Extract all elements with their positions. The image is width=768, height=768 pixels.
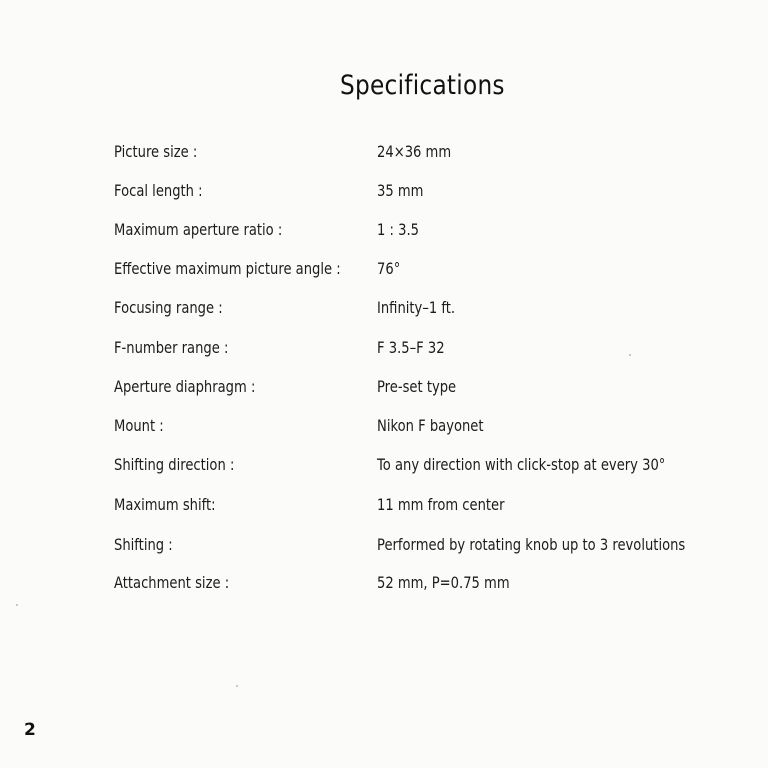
spec-value: Pre-set type: [377, 377, 457, 396]
spec-row-mount: [0, 416, 768, 440]
spec-label: Mount :: [114, 416, 164, 435]
spec-row-f-number-range: [0, 338, 768, 362]
spec-value: 76°: [377, 259, 401, 278]
spec-value: 52 mm, P=0.75 mm: [377, 573, 510, 592]
spec-label: Maximum shift:: [114, 495, 216, 514]
spec-value: To any direction with click-stop at every 30°: [377, 455, 666, 474]
spec-value: Performed by rotating knob up to 3 revolutions: [377, 535, 686, 554]
spec-label: Picture size :: [114, 142, 198, 161]
spec-row-focusing-range: [0, 298, 768, 322]
spec-value: Nikon F bayonet: [377, 416, 484, 435]
spec-label: Effective maximum picture angle :: [114, 259, 341, 278]
spec-row-attachment-size: [0, 573, 768, 597]
paper-speck: [629, 354, 631, 356]
spec-label: F-number range :: [114, 338, 229, 357]
spec-row-aperture-diaphragm: [0, 377, 768, 401]
page-title: Specifications: [340, 70, 505, 101]
spec-label: Shifting direction :: [114, 455, 235, 474]
spec-label: Focal length :: [114, 181, 203, 200]
page-number: 2: [24, 720, 36, 740]
spec-value: Infinity–1 ft.: [377, 298, 456, 317]
spec-label: Maximum aperture ratio :: [114, 220, 283, 239]
spec-row-picture-angle: [0, 259, 768, 283]
paper-speck: [236, 685, 238, 687]
spec-label: Attachment size :: [114, 573, 230, 592]
spec-label: Focusing range :: [114, 298, 223, 317]
spec-label: Aperture diaphragm :: [114, 377, 256, 396]
spec-value: 11 mm from center: [377, 495, 505, 514]
spec-label: Shifting :: [114, 535, 173, 554]
paper-speck: [16, 604, 18, 606]
spec-value: 35 mm: [377, 181, 424, 200]
spec-value: F 3.5–F 32: [377, 338, 445, 357]
spec-value: 24×36 mm: [377, 142, 452, 161]
spec-value: 1 : 3.5: [377, 220, 419, 239]
spec-row-shifting-direction: [0, 455, 768, 479]
spec-row-focal-length: [0, 181, 768, 205]
spec-row-maximum-shift: [0, 495, 768, 519]
spec-row-shifting: [0, 535, 768, 559]
spec-row-maximum-aperture-ratio: [0, 220, 768, 244]
spec-row-picture-size: [0, 142, 768, 166]
